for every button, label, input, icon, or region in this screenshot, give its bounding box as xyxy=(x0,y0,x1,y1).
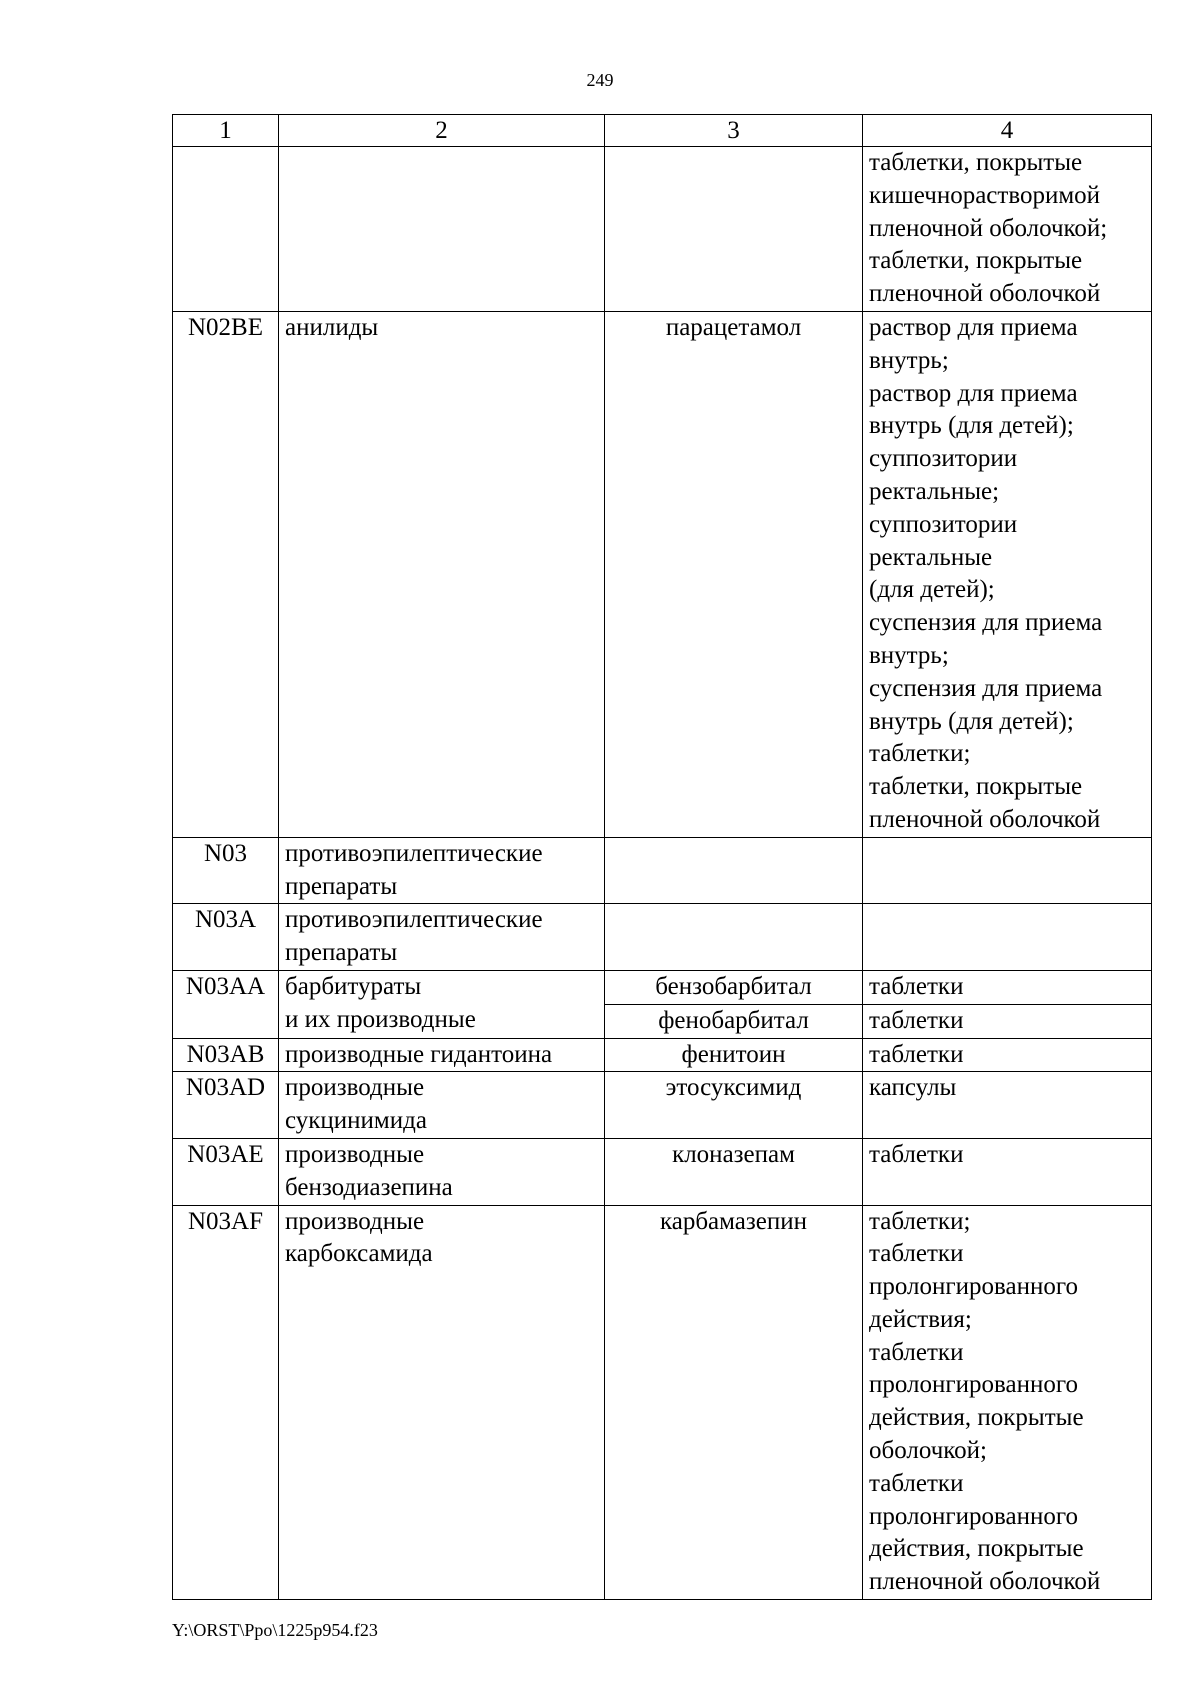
dosage-form-line: суспензия для приема xyxy=(869,674,1103,702)
table-row xyxy=(173,904,1152,971)
dosage-form-cell xyxy=(863,1072,1152,1139)
dosage-form-line: пролонгированного xyxy=(869,1273,1078,1301)
table-row xyxy=(173,970,1152,1004)
group-name-cell xyxy=(279,837,605,904)
dosage-form-line: таблетки xyxy=(869,1469,964,1497)
group-name-cell xyxy=(279,904,605,971)
atc-code-cell: N03AE xyxy=(173,1138,279,1205)
group-name-cell xyxy=(279,1038,605,1072)
drug-name-cell: этосуксимид xyxy=(605,1072,863,1139)
group-name-line: производные xyxy=(285,1074,425,1102)
group-name-line: противоэпилептические xyxy=(285,906,543,934)
dosage-form-cell xyxy=(863,970,1152,1004)
dosage-form-line: капсулы xyxy=(869,1074,957,1102)
dosage-form-line: пленочной оболочкой; xyxy=(869,214,1108,242)
dosage-form-line: пленочной оболочкой xyxy=(869,280,1101,308)
group-name-line: карбоксамида xyxy=(285,1240,433,1268)
table-row xyxy=(173,1138,1152,1205)
dosage-form-line: суппозитории xyxy=(869,510,1018,538)
dosage-form-cell xyxy=(863,311,1152,837)
dosage-form-line: внутрь; xyxy=(869,346,949,374)
group-name-line: препараты xyxy=(285,939,398,967)
dosage-form-line: пролонгированного xyxy=(869,1371,1078,1399)
dosage-form-line: таблетки; xyxy=(869,1207,971,1235)
drug-name-cell xyxy=(605,904,863,971)
drug-name-cell: парацетамол xyxy=(605,311,863,837)
table-header-row xyxy=(173,115,1152,147)
dosage-form-cell xyxy=(863,837,1152,904)
group-name-line: анилиды xyxy=(285,313,379,341)
drug-table xyxy=(172,114,1152,1600)
atc-code-cell: N03AD xyxy=(173,1072,279,1139)
dosage-form-line: внутрь (для детей); xyxy=(869,707,1074,735)
dosage-form-line: действия, покрытые xyxy=(869,1404,1084,1432)
dosage-form-line: таблетки, покрытые xyxy=(869,247,1083,275)
dosage-form-line: таблетки xyxy=(869,1040,964,1068)
table-row xyxy=(173,147,1152,312)
table-row xyxy=(173,311,1152,837)
group-name-line: производные xyxy=(285,1207,425,1235)
dosage-form-cell xyxy=(863,147,1152,312)
footer-file-path: Y:\ORST\Ppo\1225p954.f23 xyxy=(172,1620,378,1640)
group-name-cell xyxy=(279,1138,605,1205)
dosage-form-line: суспензия для приема xyxy=(869,609,1103,637)
dosage-form-line: таблетки xyxy=(869,972,964,1000)
dosage-form-line: таблетки xyxy=(869,1006,964,1034)
column-header-4: 4 xyxy=(863,115,1152,147)
group-name-cell xyxy=(279,1205,605,1600)
dosage-form-line: внутрь; xyxy=(869,641,949,669)
dosage-form-line: кишечнорастворимой xyxy=(869,181,1101,209)
column-header-3: 3 xyxy=(605,115,863,147)
dosage-form-line: действия, покрытые xyxy=(869,1535,1084,1563)
dosage-form-line: суппозитории xyxy=(869,445,1018,473)
group-name-line: препараты xyxy=(285,872,398,900)
column-header-1: 1 xyxy=(173,115,279,147)
dosage-form-line: таблетки xyxy=(869,1240,964,1268)
dosage-form-line: пленочной оболочкой xyxy=(869,1568,1101,1596)
group-name-line: производные xyxy=(285,1140,425,1168)
dosage-form-line: ректальные xyxy=(869,543,993,571)
drug-name-cell xyxy=(605,837,863,904)
drug-name-cell: карбамазепин xyxy=(605,1205,863,1600)
dosage-form-line: пленочной оболочкой xyxy=(869,805,1101,833)
group-name-cell xyxy=(279,147,605,312)
group-name-line: сукцинимида xyxy=(285,1107,427,1135)
group-name-line: и их производные xyxy=(285,1005,476,1033)
group-name-cell xyxy=(279,970,605,1038)
atc-code-cell: N03 xyxy=(173,837,279,904)
group-name-cell xyxy=(279,1072,605,1139)
drug-name-cell: фенитоин xyxy=(605,1038,863,1072)
table-row xyxy=(173,1072,1152,1139)
atc-code-cell: N03AB xyxy=(173,1038,279,1072)
dosage-form-cell xyxy=(863,1038,1152,1072)
table-body xyxy=(173,147,1152,1600)
dosage-form-line: таблетки xyxy=(869,1140,964,1168)
table-row xyxy=(173,837,1152,904)
atc-code-cell: N03AA xyxy=(173,970,279,1038)
dosage-form-line: раствор для приема xyxy=(869,313,1078,341)
atc-code-cell: N03A xyxy=(173,904,279,971)
atc-code-cell: N03AF xyxy=(173,1205,279,1600)
group-name-cell xyxy=(279,311,605,837)
dosage-form-line: ректальные; xyxy=(869,477,1000,505)
drug-name-cell xyxy=(605,147,863,312)
dosage-form-line: раствор для приема xyxy=(869,379,1078,407)
dosage-form-line: внутрь (для детей); xyxy=(869,412,1074,440)
drug-name-cell: клоназепам xyxy=(605,1138,863,1205)
group-name-line: бензодиазепина xyxy=(285,1173,453,1201)
table-row xyxy=(173,1205,1152,1600)
dosage-form-line: действия; xyxy=(869,1305,972,1333)
group-name-line: противоэпилептические xyxy=(285,839,543,867)
atc-code-cell: N02BE xyxy=(173,311,279,837)
drug-name-cell: фенобарбитал xyxy=(605,1004,863,1038)
drug-name-cell: бензобарбитал xyxy=(605,970,863,1004)
dosage-form-line: таблетки; xyxy=(869,740,971,768)
column-header-2: 2 xyxy=(279,115,605,147)
dosage-form-line: оболочкой; xyxy=(869,1437,987,1465)
dosage-form-line: пролонгированного xyxy=(869,1502,1078,1530)
atc-code-cell xyxy=(173,147,279,312)
dosage-form-line: таблетки, покрытые xyxy=(869,773,1083,801)
dosage-form-line: таблетки, покрытые xyxy=(869,149,1083,176)
dosage-form-cell xyxy=(863,1205,1152,1600)
dosage-form-cell xyxy=(863,1138,1152,1205)
dosage-form-line: таблетки xyxy=(869,1338,964,1366)
dosage-form-cell xyxy=(863,1004,1152,1038)
page-number: 249 xyxy=(586,70,614,90)
group-name-line: производные гидантоина xyxy=(285,1040,553,1068)
dosage-form-line: (для детей); xyxy=(869,576,995,604)
group-name-line: барбитураты xyxy=(285,972,422,1000)
dosage-form-cell xyxy=(863,904,1152,971)
table-row xyxy=(173,1038,1152,1072)
